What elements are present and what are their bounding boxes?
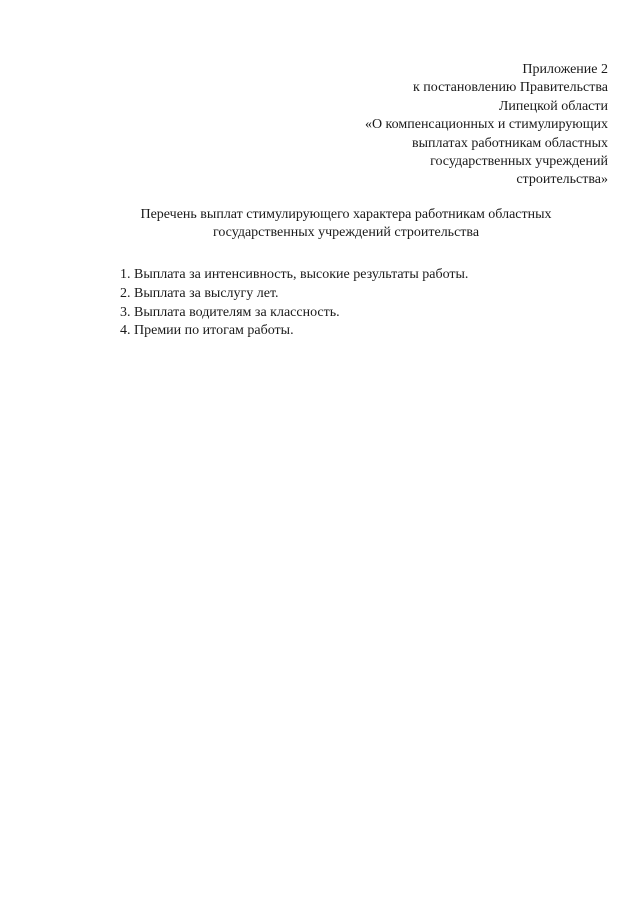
payments-list	[120, 266, 600, 341]
list-item: 2. Выплата за выслугу лет.	[120, 285, 279, 301]
list-item: 3. Выплата водителям за классность.	[120, 304, 340, 320]
appendix-resolution-ref: к постановлению Правительства	[412, 80, 608, 96]
appendix-resolution-title-line-2: выплатах работникам областных	[412, 135, 608, 151]
document-title-line-2: государственных учреждений строительства	[212, 225, 480, 241]
document-title	[100, 206, 592, 243]
appendix-header	[308, 61, 608, 190]
appendix-resolution-title-line-1: «О компенсационных и стимулирующих	[364, 117, 608, 133]
appendix-number: Приложение 2	[522, 62, 608, 77]
appendix-resolution-title-line-3: государственных учреждений	[430, 154, 608, 170]
list-item: 1. Выплата за интенсивность, высокие результаты работы.	[120, 267, 469, 282]
list-item: 4. Премии по итогам работы.	[120, 323, 294, 339]
document-title-line-1: Перечень выплат стимулирующего характера работникам областных	[140, 207, 552, 222]
appendix-region: Липецкой области	[498, 98, 608, 114]
appendix-resolution-title-line-4: строительства»	[516, 172, 608, 188]
